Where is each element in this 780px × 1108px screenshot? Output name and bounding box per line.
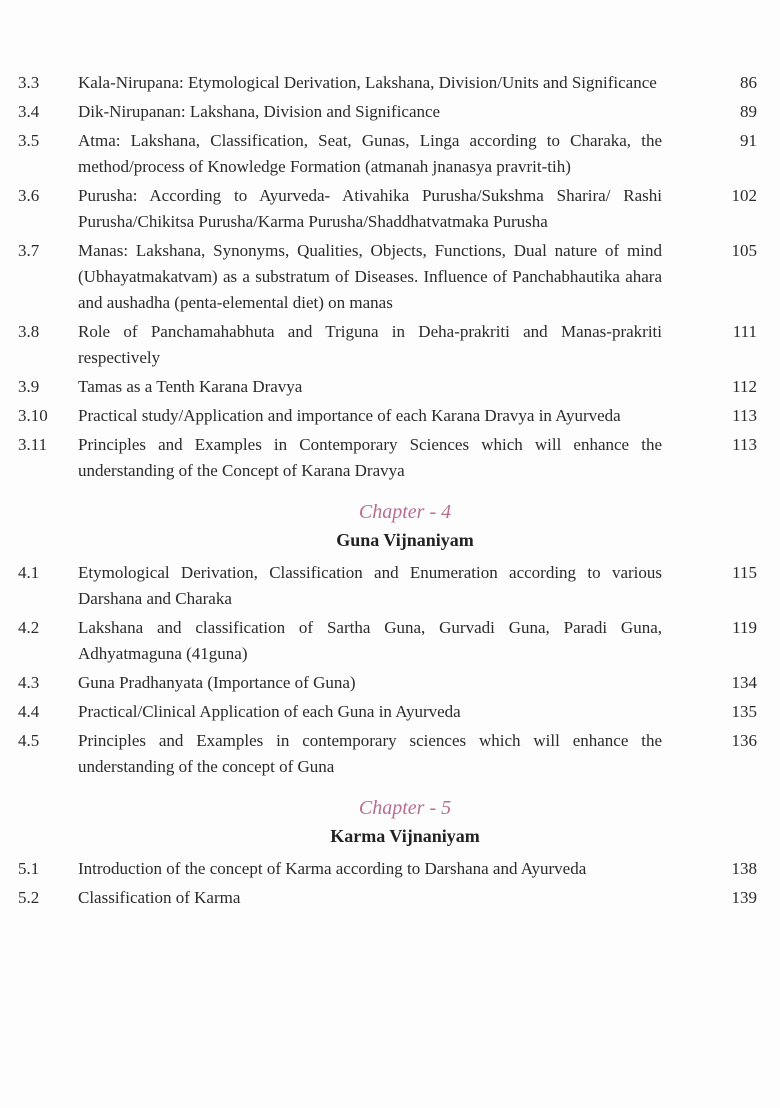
entry-number: 3.7 [18, 241, 40, 260]
entry-page-number: 89 [740, 102, 757, 121]
toc-entry-4-3[interactable] [0, 670, 780, 696]
entry-page-number: 113 [732, 435, 757, 454]
chapter-title[interactable]: Karma Vijnaniyam [330, 826, 480, 846]
chapter-title[interactable]: Guna Vijnaniyam [336, 530, 474, 550]
toc-entry-3-3[interactable] [0, 70, 780, 96]
toc-entry-3-10[interactable] [0, 403, 780, 429]
entry-page-number: 102 [731, 186, 757, 205]
entry-title: Classification of Karma [78, 888, 241, 907]
entry-title: Purusha: According to Ayurveda- Ativahika Purusha/Sukshma Sharira/ Rashi Purusha/Chikitsa Purusha/Karma Purusha/Shaddhatvatmaka Purusha [78, 186, 662, 231]
toc-entry-3-8[interactable] [0, 319, 780, 371]
entry-page-number: 134 [731, 673, 757, 692]
toc-entry-4-5[interactable] [0, 728, 780, 780]
entry-number: 3.9 [18, 377, 40, 396]
entry-title: Tamas as a Tenth Karana Dravya [78, 377, 303, 396]
entry-title: Principles and Examples in Contemporary Sciences which will enhance the understanding of the Concept of Karana Dravya [78, 435, 662, 480]
entry-page-number: 119 [732, 618, 757, 637]
entry-page-number: 105 [731, 241, 757, 260]
toc-entry-4-2[interactable] [0, 615, 780, 667]
entry-number: 3.11 [18, 435, 48, 454]
entry-title: Manas: Lakshana, Synonyms, Qualities, Objects, Functions, Dual nature of mind (Ubhayatmakatvam) as a substratum of Diseases. Influence of Panchabhautika ahara and aushadha (penta-elemental diet) on manas [78, 241, 662, 312]
entry-title: Practical/Clinical Application of each Guna in Ayurveda [78, 702, 461, 721]
entry-title: Dik-Nirupanan: Lakshana, Division and Significance [78, 102, 441, 121]
entry-page-number: 135 [731, 702, 757, 721]
entry-number: 3.6 [18, 186, 40, 205]
entry-title: Introduction of the concept of Karma according to Darshana and Ayurveda [78, 859, 587, 878]
entry-number: 4.5 [18, 731, 40, 750]
chapter-label: Chapter - 5 [358, 797, 452, 819]
entry-title: Practical study/Application and importance of each Karana Dravya in Ayurveda [78, 406, 621, 425]
entry-page-number: 136 [731, 731, 757, 750]
toc-entry-3-5[interactable] [0, 128, 780, 180]
toc-entry-3-11[interactable] [0, 432, 780, 484]
entry-number: 3.4 [18, 102, 40, 121]
toc-entry-5-2[interactable] [0, 885, 780, 911]
toc-entry-5-1[interactable] [0, 856, 780, 882]
entry-number: 3.8 [18, 322, 40, 341]
entry-number: 3.3 [18, 73, 40, 92]
entry-number: 4.1 [18, 563, 40, 582]
table-of-contents [0, 70, 780, 914]
entry-page-number: 115 [732, 563, 757, 582]
chapter-heading-4 [30, 498, 780, 554]
toc-entry-3-4[interactable] [0, 99, 780, 125]
entry-title: Role of Panchamahabhuta and Triguna in Deha-prakriti and Manas-prakriti respectively [78, 322, 662, 367]
entry-title: Principles and Examples in contemporary sciences which will enhance the understanding of the concept of Guna [78, 731, 662, 776]
entry-page-number: 91 [740, 131, 757, 150]
entry-number: 3.10 [18, 406, 48, 425]
toc-entry-4-1[interactable] [0, 560, 780, 612]
toc-entry-4-4[interactable] [0, 699, 780, 725]
entry-title: Etymological Derivation, Classification and Enumeration according to various Darshana and Charaka [78, 563, 662, 608]
entry-title: Lakshana and classification of Sartha Guna, Gurvadi Guna, Paradi Guna, Adhyatmaguna (41guna) [78, 618, 662, 663]
entry-page-number: 112 [732, 377, 757, 396]
entry-title: Guna Pradhanyata (Importance of Guna) [78, 673, 356, 692]
toc-entry-3-9[interactable] [0, 374, 780, 400]
entry-page-number: 139 [731, 888, 757, 907]
entry-number: 4.3 [18, 673, 40, 692]
entry-page-number: 111 [732, 322, 757, 341]
entry-number: 5.2 [18, 888, 40, 907]
entry-page-number: 113 [732, 406, 757, 425]
toc-entry-3-6[interactable] [0, 183, 780, 235]
toc-entry-3-7[interactable] [0, 238, 780, 316]
entry-title: Atma: Lakshana, Classification, Seat, Gunas, Linga according to Charaka, the method/process of Knowledge Formation (atmanah jnanasya pravrit-tih) [78, 131, 662, 176]
entry-title: Kala-Nirupana: Etymological Derivation, Lakshana, Division/Units and Significance [78, 73, 657, 92]
entry-page-number: 138 [731, 859, 757, 878]
entry-page-number: 86 [740, 73, 757, 92]
chapter-heading-5 [30, 794, 780, 850]
entry-number: 3.5 [18, 131, 40, 150]
entry-number: 4.2 [18, 618, 40, 637]
chapter-label: Chapter - 4 [358, 501, 452, 523]
entry-number: 5.1 [18, 859, 40, 878]
entry-number: 4.4 [18, 702, 40, 721]
